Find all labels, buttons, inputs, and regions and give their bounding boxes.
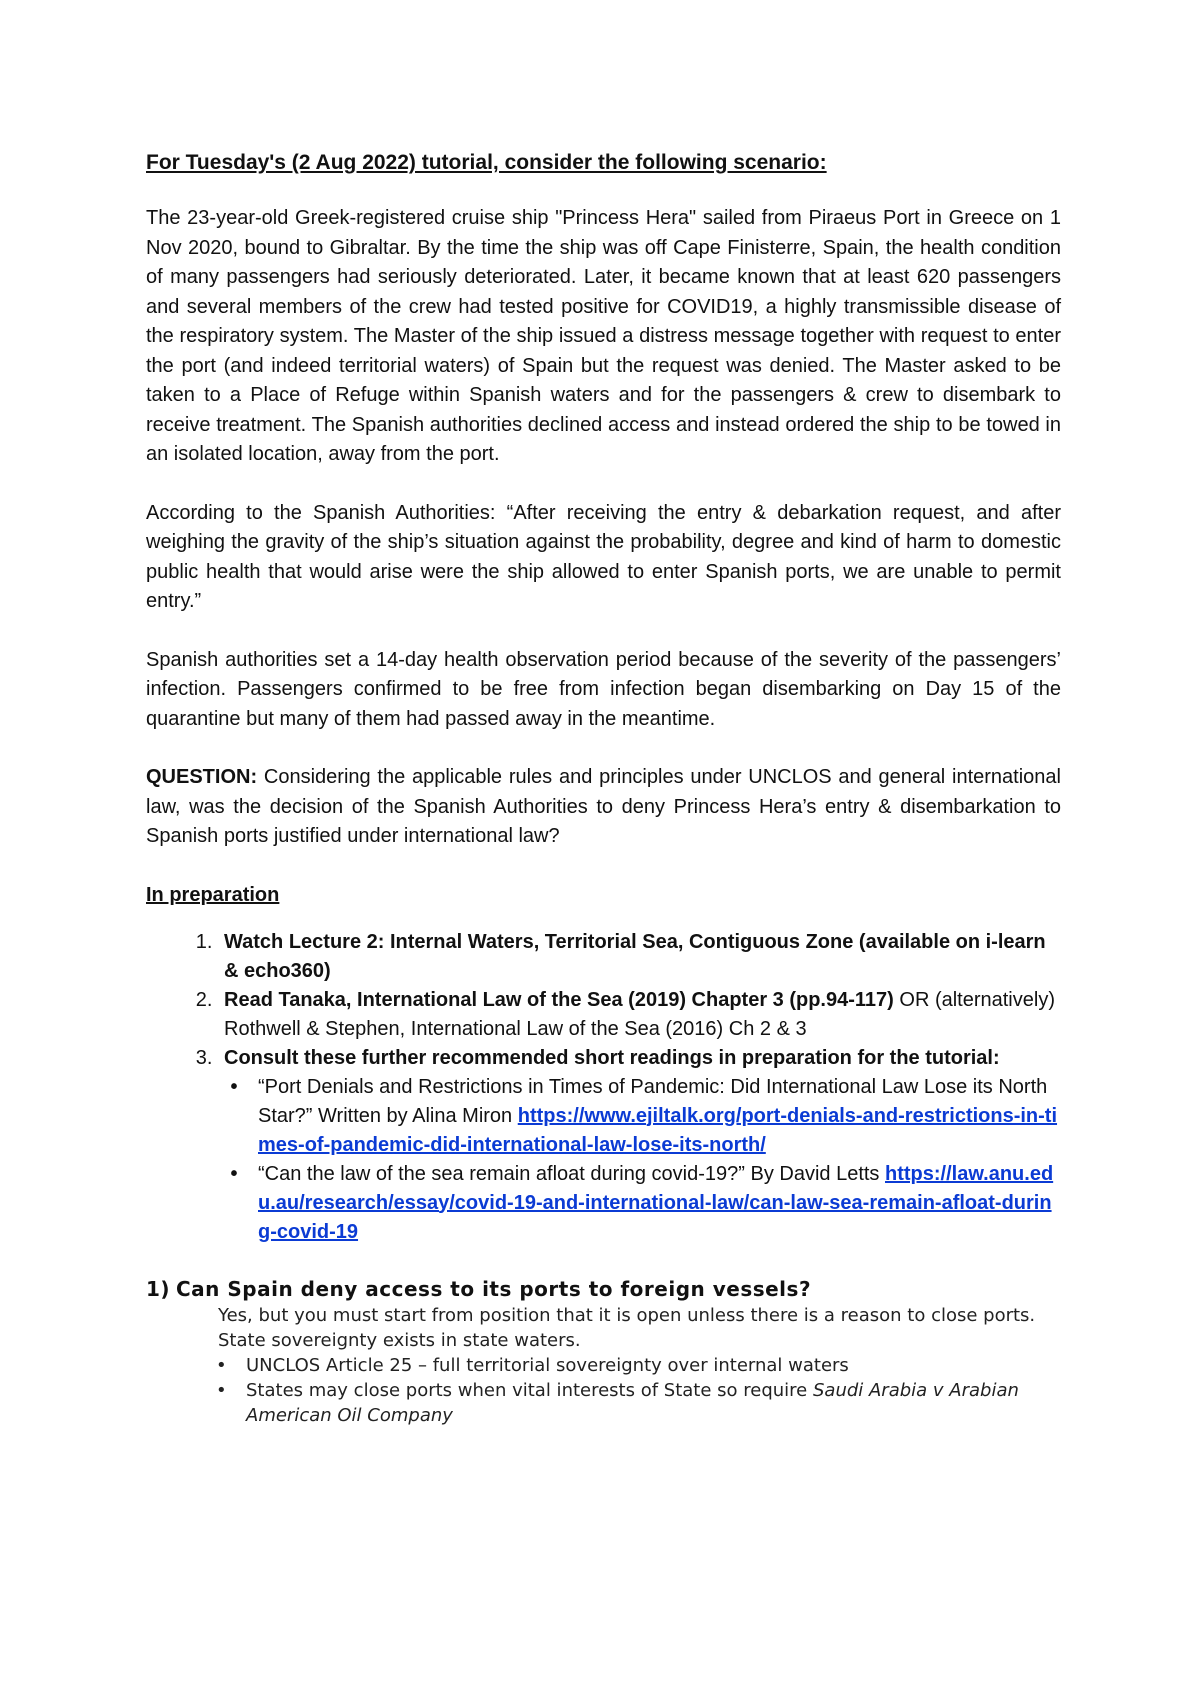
question-one-section (146, 1275, 1061, 1428)
bullet-text: UNCLOS Article 25 – full territorial sovereignty over internal waters (246, 1354, 849, 1376)
preparation-item (218, 986, 1061, 1044)
question-one-bullet-item (216, 1378, 1061, 1428)
preparation-item (218, 1044, 1061, 1247)
bullet-icon: • (230, 1162, 238, 1185)
scenario-paragraph: The 23-year-old Greek-registered cruise ship "Princess Hera" sailed from Piraeus Port in Greece on 1 Nov 2020, bound to Gibraltar. By the time the ship was off Cape Finisterre, Spain, the health condition of many passengers had seriously deteriorated. Later, it became known that at least 620 passengers and several members of the crew had tested positive for COVID19, a highly transmissible disease of the respiratory system. The Master of the ship issued a distress message together with request to enter the port (and indeed territorial waters) of Spain but the request was denied. The Master asked to be taken to a Place of Refuge within Spanish waters and for the passengers & crew to disembark to receive treatment. The Spanish authorities declined access and instead ordered the ship to be towed in an isolated location, away from the port. (146, 207, 1061, 465)
preparation-list (146, 928, 1061, 1247)
reading-item (230, 1073, 1061, 1160)
preparation-item-bold: Read Tanaka, International Law of the Sea (2019) Chapter 3 (pp.94-117) (224, 988, 894, 1011)
document-content (146, 148, 1061, 1428)
readings-list (224, 1073, 1061, 1247)
question-one-heading-text: Can Spain deny access to its ports to foreign vessels? (176, 1276, 812, 1301)
authorities-paragraph: According to the Spanish Authorities: “After receiving the entry & debarkation request, and after weighing the gravity of the ship’s situation against the probability, degree and kind of harm to domestic public health that would arise were the ship allowed to enter Spanish ports, we are unable to permit entry.” (146, 501, 1061, 612)
question-one-bullets (146, 1353, 1061, 1428)
reading-link[interactable]: https://law.anu.edu.au/research/essay/covid-19-and-international-law/can-law-sea-remain-afloat-during-covid-19 (258, 1162, 1054, 1243)
question-paragraph (146, 763, 1061, 852)
bullet-icon: • (216, 1354, 227, 1376)
question-one-number: 1) (146, 1276, 171, 1301)
question-text: Considering the applicable rules and principles under UNCLOS and general international law, was the decision of the Spanish Authorities to deny Princess Hera’s entry & disembarkation to Spanish ports justified under international law? (146, 766, 1061, 847)
reading-text: “Can the law of the sea remain afloat during covid-19?” By David Letts (258, 1162, 880, 1185)
reading-item (230, 1160, 1061, 1247)
bullet-icon: • (216, 1379, 227, 1401)
question-one-answer: Yes, but you must start from position that it is open unless there is a reason to close ports. State sovereignty exists in state waters. (218, 1304, 1036, 1351)
question-one-heading (146, 1275, 1061, 1303)
preparation-item-text: OR (alternatively) Rothwell & Stephen, International Law of the Sea (2016) Ch 2 & 3 (224, 988, 1055, 1040)
preparation-heading: In preparation (146, 883, 280, 906)
preparation-item-bold: Watch Lecture 2: Internal Waters, Territorial Sea, Contiguous Zone (available on i-learn & echo360) (224, 930, 1046, 982)
question-one-bullet-item (216, 1353, 1061, 1378)
bullet-text: States may close ports when vital interests of State so require (246, 1379, 813, 1401)
page-title: For Tuesday's (2 Aug 2022) tutorial, consider the following scenario: (146, 151, 827, 174)
reading-link[interactable]: https://www.ejiltalk.org/port-denials-and-restrictions-in-times-of-pandemic-did-international-law-lose-its-north/ (258, 1104, 1058, 1156)
question-label: QUESTION: (146, 766, 258, 788)
observation-paragraph: Spanish authorities set a 14-day health observation period because of the severity of the passengers’ infection. Passengers confirmed to be free from infection began disembarking on Day 15 of the quarantine but many of them had passed away in the meantime. (146, 648, 1061, 730)
bullet-italic-text: Saudi Arabia v Arabian American Oil Company (246, 1379, 1019, 1426)
reading-text: “Port Denials and Restrictions in Times of Pandemic: Did International Law Lose its North Star?” Written by Alina Miron (258, 1075, 1048, 1127)
bullet-icon: • (230, 1075, 238, 1098)
preparation-item-bold: Consult these further recommended short readings in preparation for the tutorial: (224, 1046, 1000, 1069)
preparation-item (218, 928, 1061, 986)
